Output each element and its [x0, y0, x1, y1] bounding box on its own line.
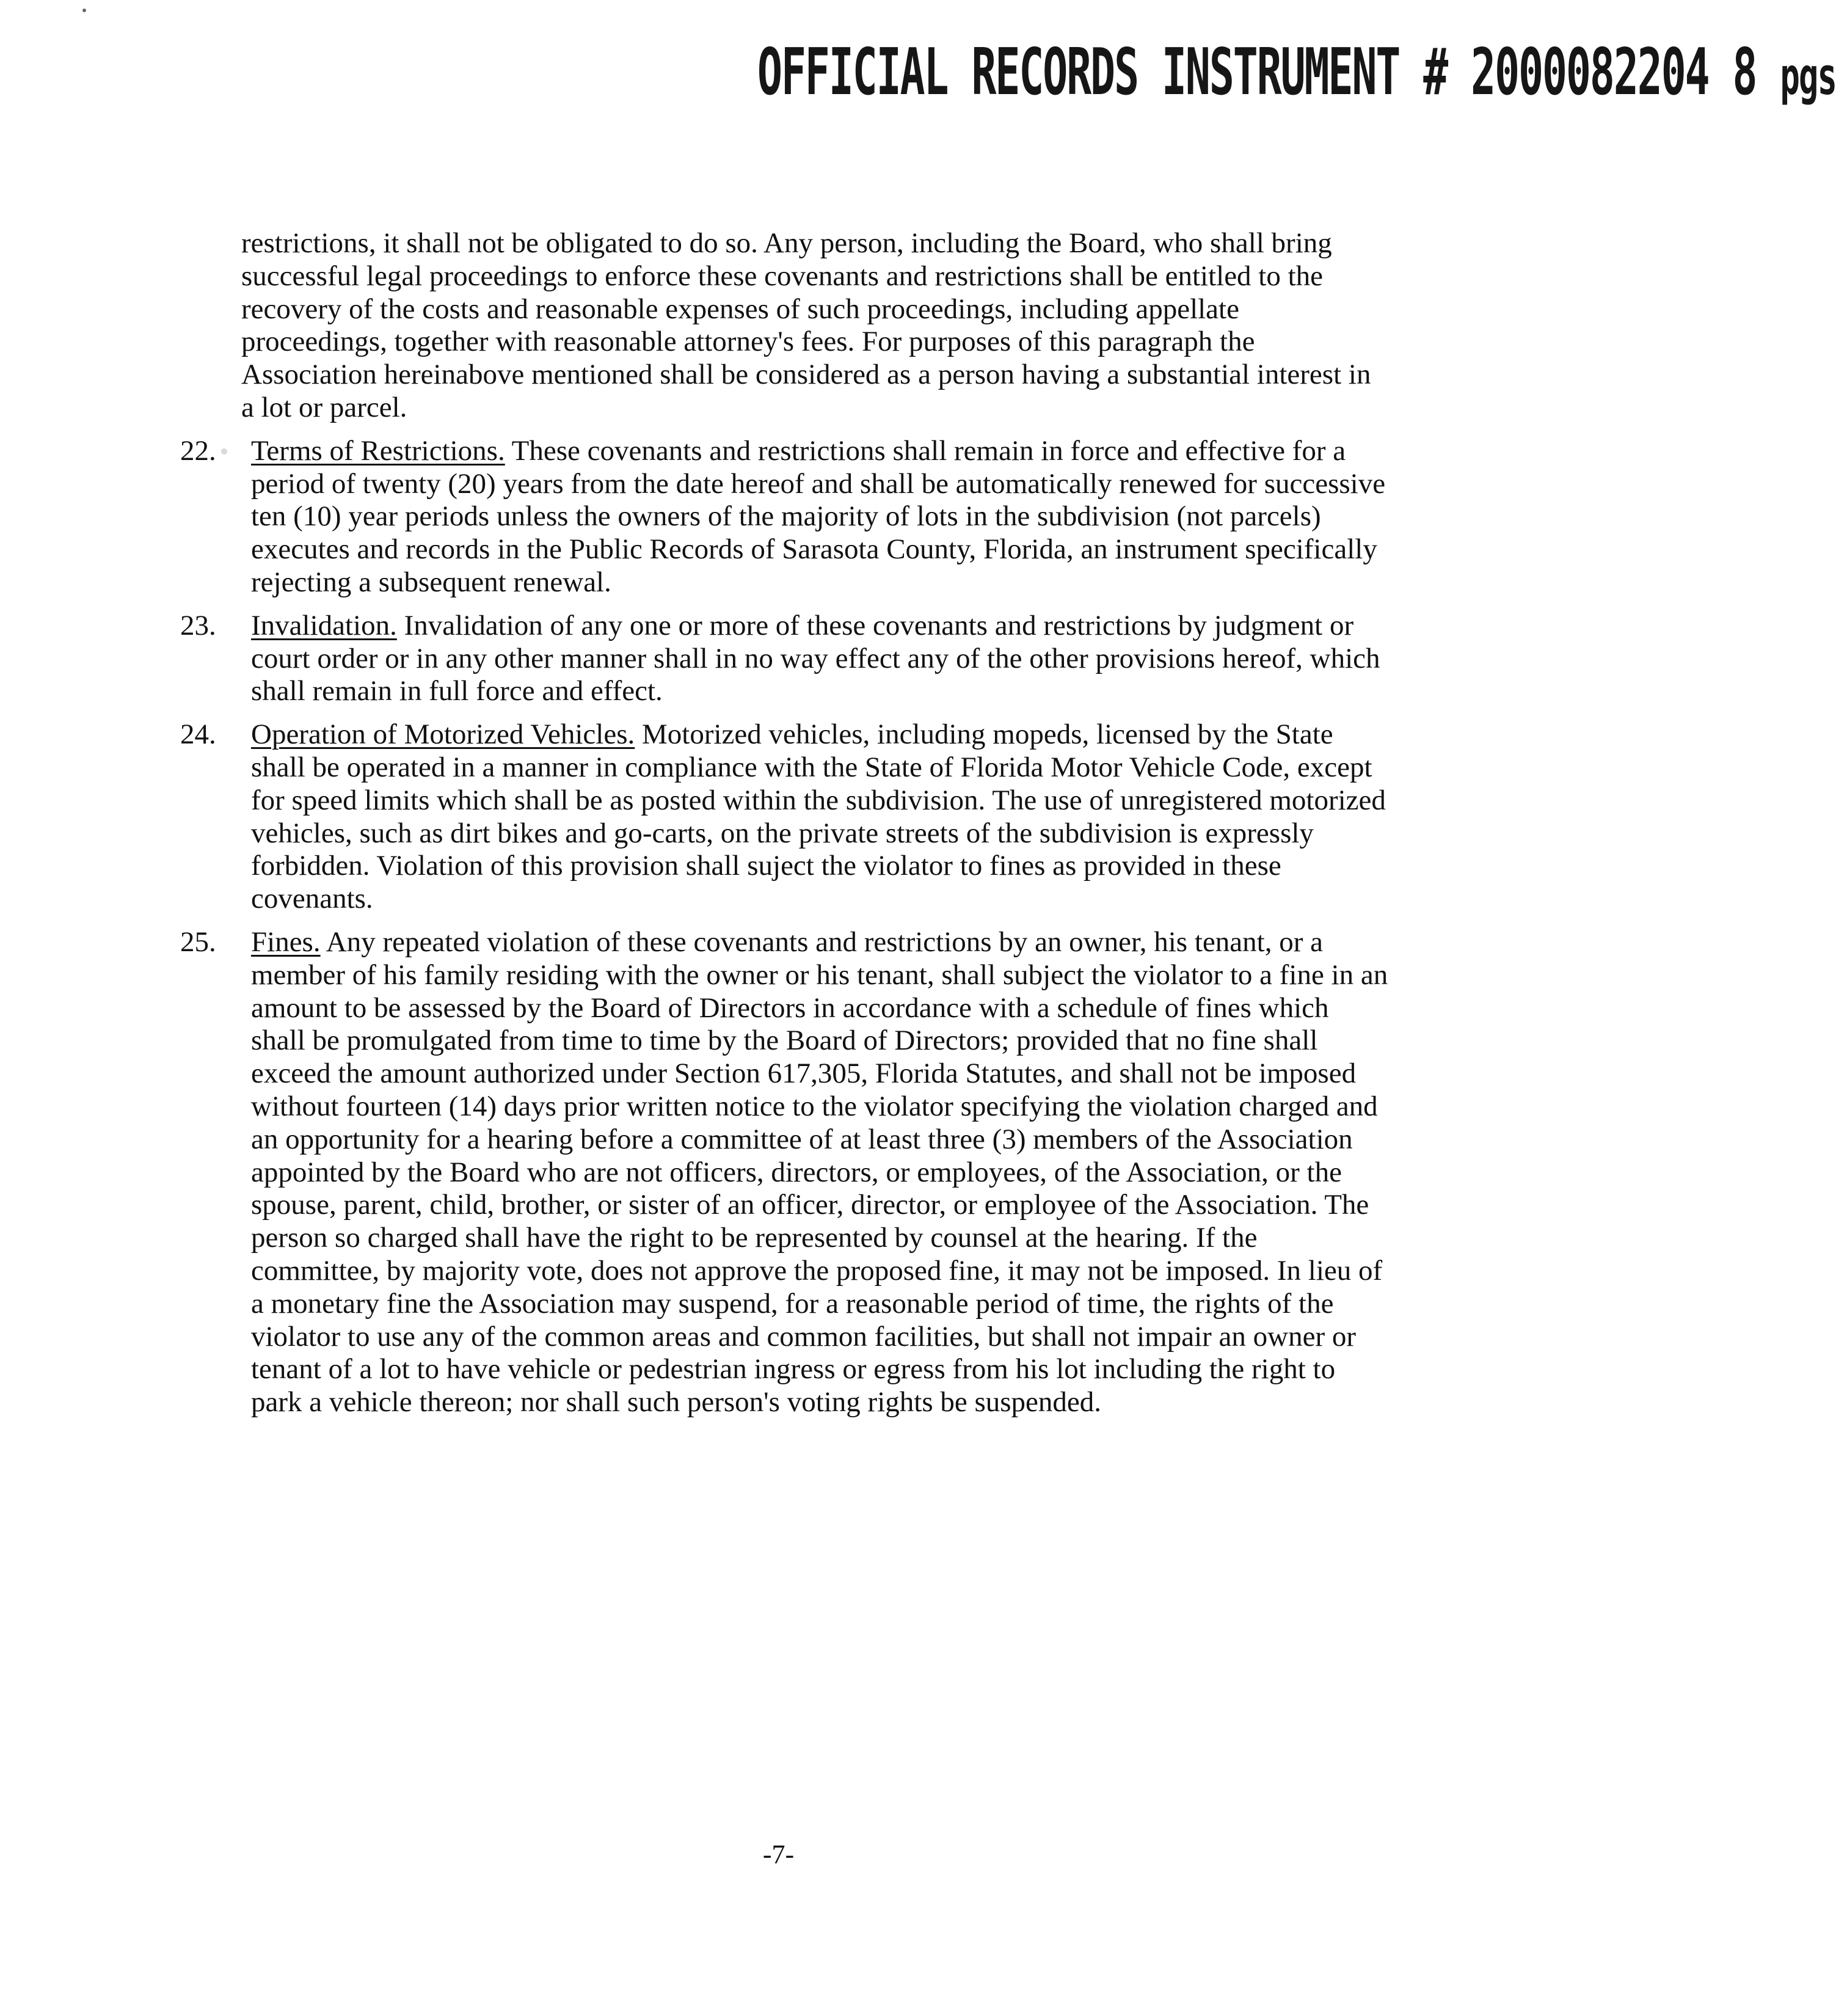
section-text: Any repeated violation of these covenants and restrictions by an owner, his tenant, or a member of his family residing with the owner or his tenant, shall subject the violator to a fine in an amount to be assessed by the Board of Directors in accordance with a schedule of fines which shall be promulgated from time to time by the Board of Directors; provided that no fine shall exceed the amount authorized under Section 617,305, Florida Statutes, and shall not be imposed without fourteen (14) days prior written notice to the violator specifying the violation charged and an opportunity for a hearing before a committee of at least three (3) members of the Association appointed by the Board who are not officers, directors, or employees, of the Association, or the spouse, parent, child, brother, or sister of an officer, director, or employee of the Association. The person so charged shall have the right to be represented by counsel at the hearing. If the committee, by majority vote, does not approve the proposed fine, it may not be imposed. In lieu of a monetary fine the Association may suspend, for a reasonable period of time, the rights of the violator to use any of the common areas and common facilities, but shall not impair an owner or tenant of a lot to have vehicle or pedestrian ingress or egress from his lot including the right to park a vehicle thereon; nor shall such person's voting rights be suspended. — [251, 926, 1388, 1419]
page-number: -7- — [762, 1839, 795, 1869]
section-body — [251, 718, 1390, 916]
section-23 — [180, 609, 1390, 708]
document-body — [180, 227, 1390, 1430]
section-number: 24. — [180, 718, 216, 751]
scan-speck — [221, 448, 227, 455]
section-heading: Terms of Restrictions. — [251, 434, 505, 467]
section-body — [251, 610, 1390, 708]
section-body — [251, 435, 1390, 599]
section-heading: Operation of Motorized Vehicles. — [251, 718, 635, 751]
section-text: These covenants and restrictions shall remain in force and effective for a period of twenty (20) years from the date hereof and shall be automatically renewed for successive ten (10) year periods unless the owners of the majority of lots in the subdivision (not parcels) executes and records in the Public Records of Sarasota County, Florida, an instrument specifically rejecting a subsequent renewal. — [251, 434, 1386, 598]
section-text: Motorized vehicles, including mopeds, licensed by the State shall be operated in a manner in compliance with the State of Florida Motor Vehicle Code, except for speed limits which shall be as posted within the subdivision. The use of unregistered motorized vehicles, such as dirt bikes and go-carts, on the private streets of the subdivision is expressly forbidden. Violation of this provision shall suject the violator to fines as provided in these covenants. — [251, 718, 1386, 915]
section-number: 25. — [180, 926, 216, 958]
section-heading: Fines. — [251, 926, 321, 958]
section-25 — [180, 926, 1390, 1419]
section-heading: Invalidation. — [251, 609, 397, 641]
stamp-text: OFFICIAL RECORDS INSTRUMENT # 2000082204 8 — [757, 35, 1757, 111]
section-text: Invalidation of any one or more of these covenants and restrictions by judgment or court order or in any other manner shall in no way effect any of the other provisions hereof, which shall remain in full force and effect. — [251, 609, 1380, 707]
section-number: 23. — [180, 609, 216, 641]
official-records-stamp — [757, 35, 1836, 111]
section-24 — [180, 718, 1390, 916]
scan-speck — [82, 9, 86, 12]
continued-paragraph: restrictions, it shall not be obligated to do so. Any person, including the Board, who shall bring successful legal proceedings to enforce these covenants and restrictions shall be entitled to the recovery of the costs and reasonable expenses of such proceedings, including appellate proceedings, together with reasonable attorney's fees. For purposes of this paragraph the Association hereinabove mentioned shall be considered as a person having a substantial interest in a lot or parcel. — [241, 227, 1371, 423]
stamp-pages-label: pgs — [1780, 46, 1836, 107]
section-body — [251, 926, 1390, 1419]
section-22 — [180, 434, 1390, 599]
section-number: 22. — [180, 434, 216, 467]
